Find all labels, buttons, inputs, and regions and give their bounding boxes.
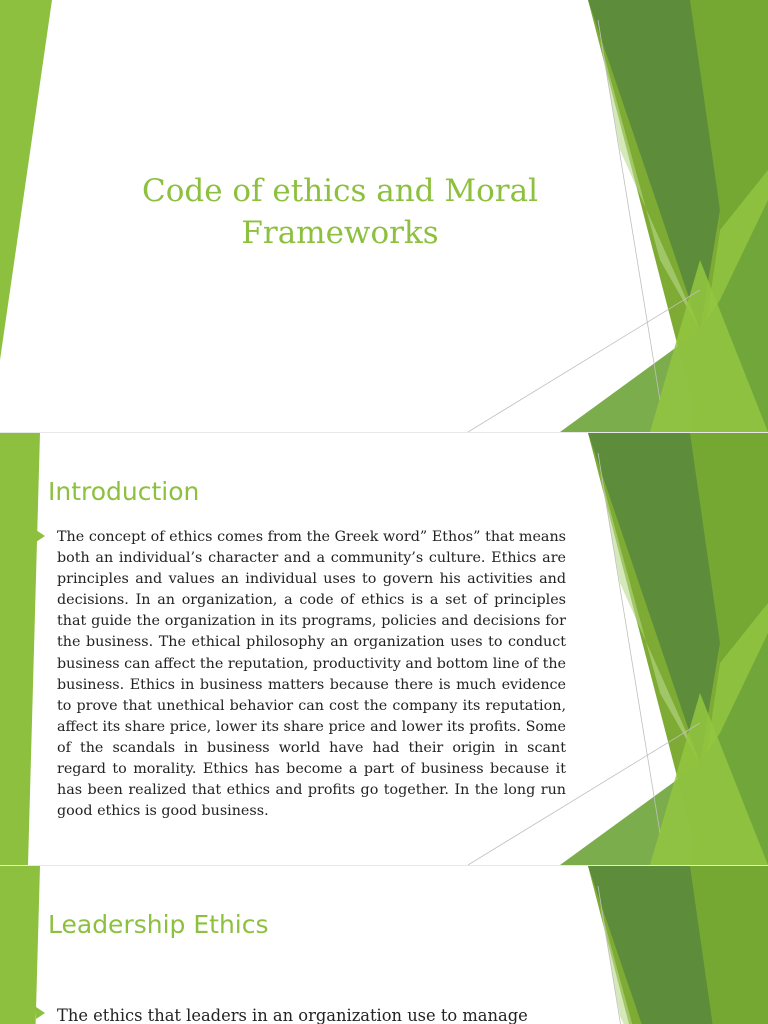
bullet-item [36, 1004, 578, 1024]
section-heading: Introduction [48, 477, 200, 506]
bullet-arrow-icon [36, 1007, 45, 1019]
page-title [110, 170, 570, 254]
section-heading: Leadership Ethics [48, 910, 269, 939]
title-slide [0, 0, 768, 432]
introduction-slide [0, 433, 768, 865]
bullet-item [36, 527, 566, 822]
bullet-text: The concept of ethics comes from the Greek word” Ethos” that means both an individual’s character and a community’s culture. Ethics are principles and values an individual uses to govern his activities and decisions. In an organization, a code of ethics is a set of principles that guide the organization in its programs, policies and decisions for the business. The ethical philosophy an organization uses to conduct business can affect the reputation, productivity and bottom line of the business. Ethics in business matters because there is much evidence to prove that unethical behavior can cost the company its reputation, affect its share price, lower its share price and lower its profits. Some of the scandals in business world have had their origin in scant regard to morality. Ethics has become a part of business because it has been realized that ethics and profits go together. In the long run good ethics is good business. [57, 529, 566, 820]
bullet-text: The ethics that leaders in an organization use to manage [57, 1006, 528, 1024]
bullet-arrow-icon [36, 530, 45, 542]
leadership-ethics-slide [0, 866, 768, 1024]
title-line-1: Code of ethics and Moral [142, 173, 538, 209]
title-line-2: Frameworks [241, 215, 439, 251]
green-facets-decoration [0, 866, 768, 1024]
